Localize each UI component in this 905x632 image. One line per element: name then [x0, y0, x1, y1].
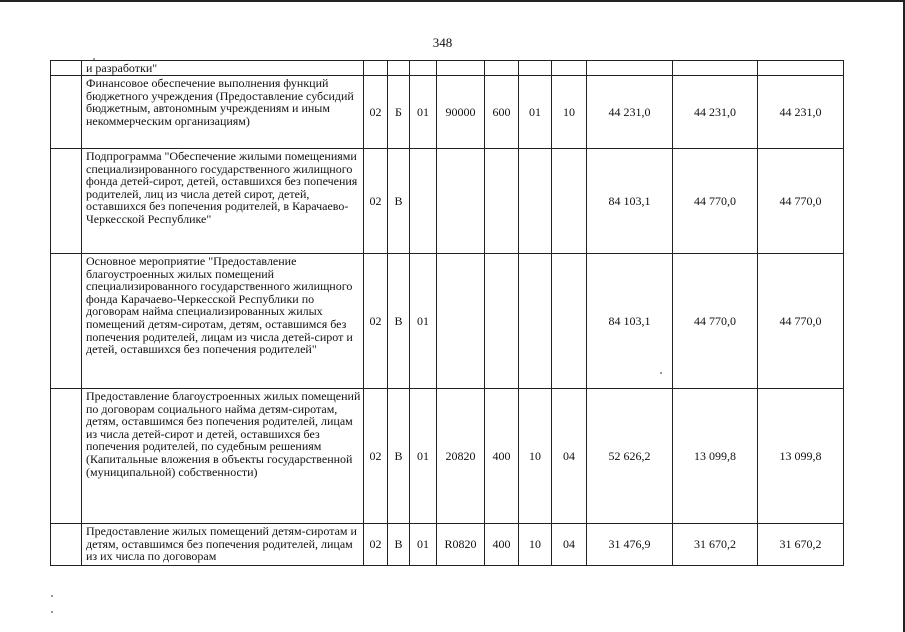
- cell-section: 10: [519, 524, 552, 566]
- cell-program: 02: [364, 524, 388, 566]
- page-top-edge: [0, 0, 905, 2]
- row-description: Подпрограмма "Обеспечение жилыми помещениями специализированного государственного жилищного фонда детей-сирот, детей, оставшихся без попечения родителей, лиц из числа детей сирот, детей, оставшихся без попечения родителей, в Карачаево-Черкесской Республике": [82, 149, 364, 254]
- cell-section: 10: [519, 389, 552, 524]
- cell-subprogram: В: [388, 389, 410, 524]
- cell-amount-year3: 44 231,0: [758, 76, 844, 149]
- table-row: [51, 524, 844, 566]
- cell-amount-year2: 44 231,0: [673, 76, 758, 149]
- cell-section: [519, 149, 552, 254]
- cell-direction: [437, 149, 485, 254]
- cell-main-event: 01: [410, 76, 437, 149]
- cell-amount-year2: 44 770,0: [673, 254, 758, 389]
- cell-main-event: 01: [410, 389, 437, 524]
- cell-amount-year1: 84 103,1: [587, 149, 673, 254]
- cell-subprogram: В: [388, 524, 410, 566]
- cell-amount-year2: 13 099,8: [673, 389, 758, 524]
- cell-section: 01: [519, 76, 552, 149]
- cell-amount-year2: 44 770,0: [673, 149, 758, 254]
- cell-subsection: [552, 254, 587, 389]
- cell-subprogram: Б: [388, 76, 410, 149]
- cell-expense-type: 400: [485, 524, 519, 566]
- row-description: Основное мероприятие "Предоставление благоустроенных жилых помещений специализированного государственного жилищного фонда Карачаево-Черкесской Республики по договорам найма специализированных жилых помещений детям-сиротам, детям, оставшимся без попечения родителей, лицам из числа детей-сирот и детей, оставшихся без попечения родителей": [82, 254, 364, 389]
- blank-cell: [51, 254, 82, 389]
- cell-main-event: [410, 149, 437, 254]
- cell-amount-year1: 84 103,1: [587, 254, 673, 389]
- row-description: Финансовое обеспечение выполнения функций бюджетного учреждения (Предоставление субсидий бюджетным, автономным учреждениям и иным некоммерческим организациям): [82, 76, 364, 149]
- row-description: Предоставление благоустроенных жилых помещений по договорам социального найма детям-сиротам, детям, оставшимся без попечения родителей, лицам из числа детей-сирот и детей, оставшихся без попечения родителей, по судебным решениям (Капитальные вложения в объекты государственной (муниципальной) собственности): [82, 389, 364, 524]
- cell-amount-year3: 44 770,0: [758, 254, 844, 389]
- cell-subsection: 04: [552, 389, 587, 524]
- cell-expense-type: [485, 254, 519, 389]
- cell-amount-year1: [587, 61, 673, 76]
- cell-main-event: 01: [410, 524, 437, 566]
- blank-cell: [51, 76, 82, 149]
- cell-program: 02: [364, 254, 388, 389]
- blank-cell: [51, 389, 82, 524]
- cell-amount-year2: 31 670,2: [673, 524, 758, 566]
- blank-cell: [51, 524, 82, 566]
- scan-speck: [51, 595, 53, 597]
- cell-direction: 90000: [437, 76, 485, 149]
- scan-speck: [51, 611, 53, 613]
- cell-main-event: 01: [410, 254, 437, 389]
- cell-subsection: 10: [552, 76, 587, 149]
- cell-amount-year3: 44 770,0: [758, 149, 844, 254]
- cell-main-event: [410, 61, 437, 76]
- cell-program: [364, 61, 388, 76]
- budget-table: [50, 60, 844, 566]
- cell-subsection: 04: [552, 524, 587, 566]
- table-row: [51, 61, 844, 76]
- cell-amount-year3: 13 099,8: [758, 389, 844, 524]
- row-description: Предоставление жилых помещений детям-сиротам и детям, оставшимся без попечения родителей, лицам из их числа по договорам: [82, 524, 364, 566]
- page-number: 348: [432, 35, 453, 50]
- cell-amount-year3: [758, 61, 844, 76]
- cell-section: [519, 61, 552, 76]
- cell-amount-year3: 31 670,2: [758, 524, 844, 566]
- cell-program: 02: [364, 389, 388, 524]
- blank-cell: [51, 61, 82, 76]
- cell-subprogram: [388, 61, 410, 76]
- cell-expense-type: 600: [485, 76, 519, 149]
- cell-subsection: [552, 61, 587, 76]
- cell-section: [519, 254, 552, 389]
- cell-amount-year1: 31 476,9: [587, 524, 673, 566]
- cell-amount-year2: [673, 61, 758, 76]
- cell-amount-year1: 44 231,0: [587, 76, 673, 149]
- table-row: [51, 149, 844, 254]
- cell-direction: [437, 254, 485, 389]
- blank-cell: [51, 149, 82, 254]
- table-row: [51, 389, 844, 524]
- cell-subsection: [552, 149, 587, 254]
- cell-expense-type: [485, 149, 519, 254]
- cell-program: 02: [364, 76, 388, 149]
- cell-direction: 20820: [437, 389, 485, 524]
- cell-direction: R0820: [437, 524, 485, 566]
- cell-expense-type: 400: [485, 389, 519, 524]
- cell-subprogram: В: [388, 149, 410, 254]
- cell-subprogram: В: [388, 254, 410, 389]
- cell-amount-year1: 52 626,2: [587, 389, 673, 524]
- row-description: и разработки": [82, 61, 364, 76]
- table-row: [51, 76, 844, 149]
- cell-expense-type: [485, 61, 519, 76]
- cell-direction: [437, 61, 485, 76]
- cell-program: 02: [364, 149, 388, 254]
- table-row: [51, 254, 844, 389]
